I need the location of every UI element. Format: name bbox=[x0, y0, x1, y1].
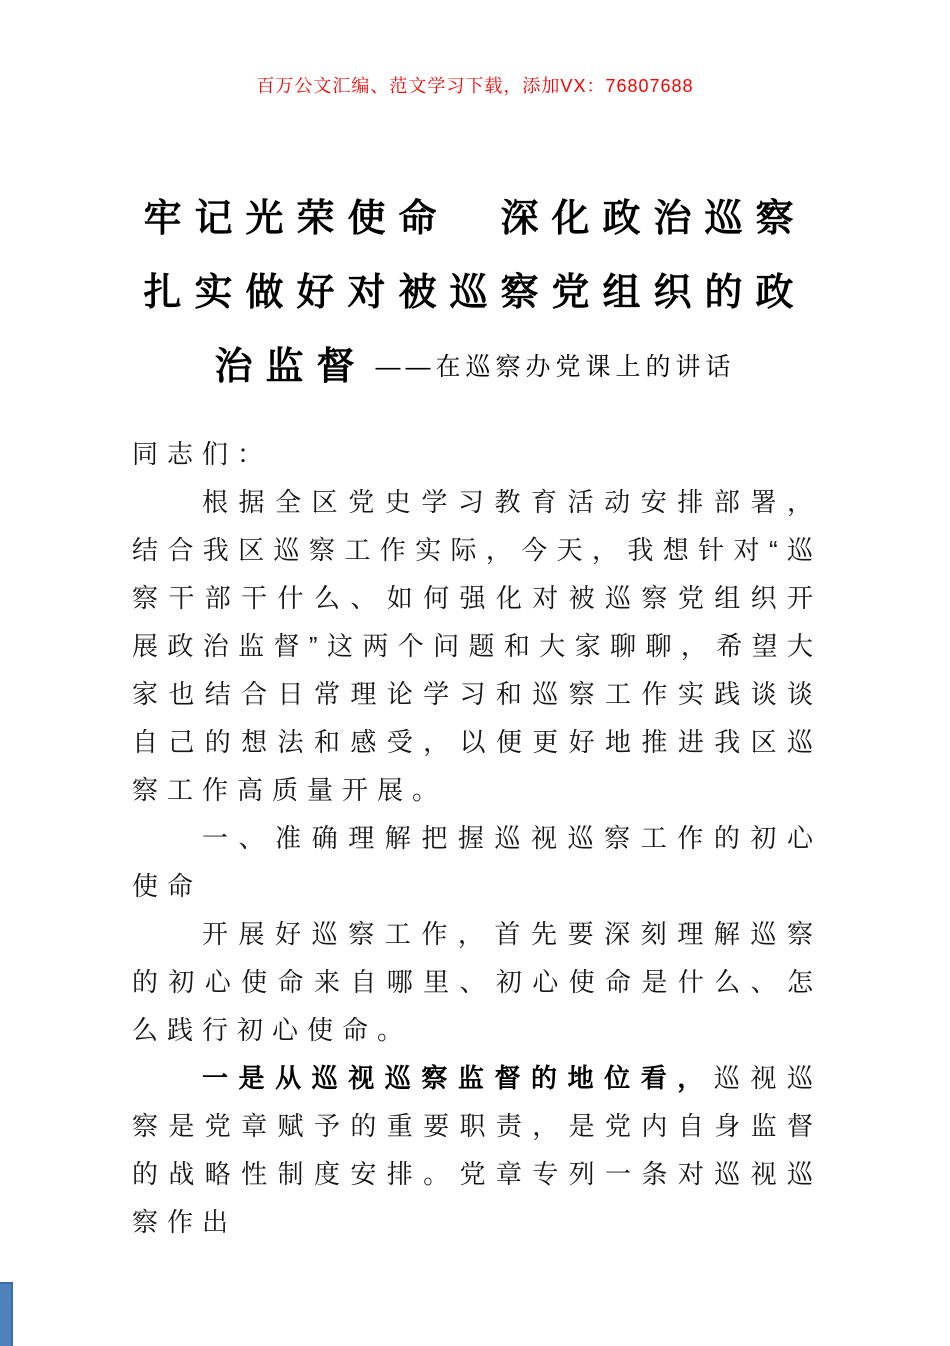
paragraph bbox=[132, 1054, 822, 1246]
watermark-text: 百万公文汇编、范文学习下载，添加VX：76807688 bbox=[256, 76, 694, 96]
paragraph-run: 一、准确理解把握巡视巡察工作的初心使命 bbox=[132, 823, 822, 901]
paragraph-run: 巡视巡察是党章赋予的重要职责，是党内自身监督的战略性制度安排。党章专列一条对巡视巡察作出 bbox=[132, 1063, 822, 1237]
title-line-3-main: 治监督 bbox=[214, 346, 368, 388]
paragraph bbox=[132, 910, 822, 1054]
paragraph bbox=[132, 430, 822, 478]
document-title bbox=[105, 182, 845, 404]
paragraph-run: 同志们： bbox=[132, 439, 273, 469]
paragraph-run-bold: 一是从巡视巡察监督的地位看， bbox=[202, 1063, 714, 1093]
paragraph bbox=[132, 478, 822, 814]
document-body bbox=[132, 430, 822, 1246]
title-line-3 bbox=[105, 330, 845, 404]
paragraph-run: 根据全区党史学习教育活动安排部署，结合我区巡察工作实际，今天，我想针对“巡察干部干什么、如何强化对被巡察党组织开展政治监督”这两个问题和大家聊聊，希望大家也结合日常理论学习和巡察工作实践谈谈自己的想法和感受，以便更好地推进我区巡察工作高质量开展。 bbox=[132, 487, 822, 805]
title-line-3-subtitle: ——在巡察办党课上的讲话 bbox=[375, 353, 736, 381]
paragraph bbox=[132, 814, 822, 910]
paragraph-run: 开展好巡察工作，首先要深刻理解巡察的初心使命来自哪里、初心使命是什么、怎么践行初心使命。 bbox=[132, 919, 822, 1045]
title-line-2: 扎实做好对被巡察党组织的政 bbox=[143, 272, 807, 314]
page-edge-marker bbox=[0, 1282, 13, 1346]
title-line-1: 牢记光荣使命 深化政治巡察 bbox=[143, 198, 807, 240]
